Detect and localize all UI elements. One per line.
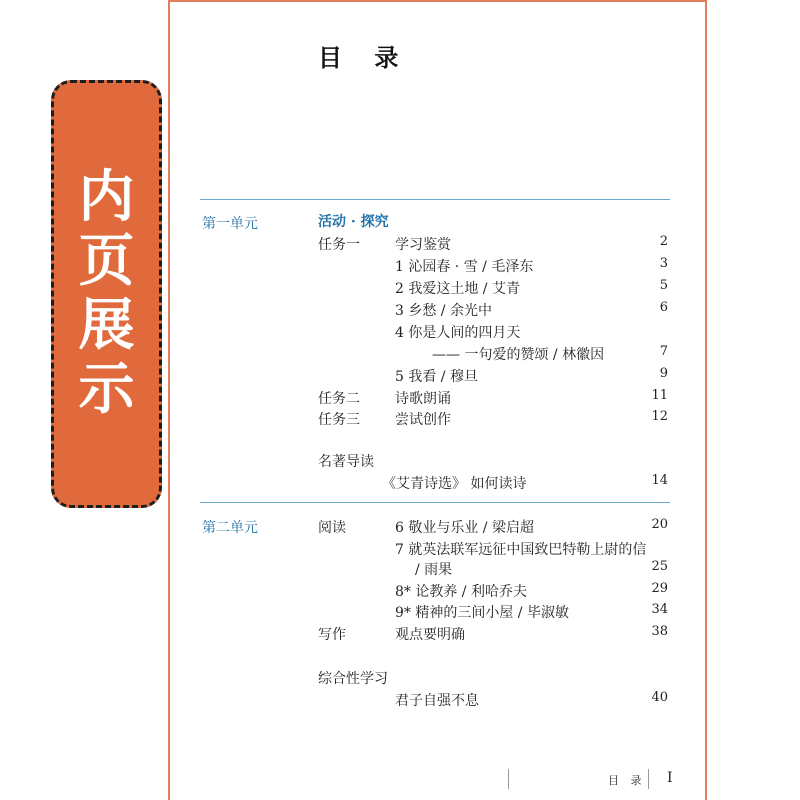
unit1-divider bbox=[200, 199, 670, 200]
task2-title: 诗歌朗诵 bbox=[395, 391, 451, 407]
badge-char: 示 bbox=[78, 357, 135, 422]
unit1-section: 活动 · 探究 bbox=[318, 214, 389, 230]
toc-item: 1 沁园春 · 雪 / 毛泽东 bbox=[395, 259, 534, 275]
badge-char: 页 bbox=[78, 229, 135, 294]
toc-item: 8* 论教养 / 利哈乔夫 bbox=[395, 584, 527, 600]
toc-item: 4 你是人间的四月天 bbox=[395, 325, 521, 341]
toc-item: 6 敬业与乐业 / 梁启超 bbox=[395, 520, 534, 536]
toc-page-num: 3 bbox=[659, 256, 668, 271]
toc-page-num: 5 bbox=[659, 278, 668, 293]
toc-page bbox=[168, 0, 707, 800]
toc-page-num: 34 bbox=[651, 602, 668, 617]
badge-char: 内 bbox=[78, 165, 135, 230]
task1-label: 任务一 bbox=[318, 237, 360, 253]
footer-divider bbox=[508, 769, 509, 789]
comprehensive-page: 40 bbox=[651, 690, 668, 705]
toc-item: 9* 精神的三间小屋 / 毕淑敏 bbox=[395, 605, 569, 621]
writing-title: 观点要明确 bbox=[395, 627, 465, 643]
toc-item: —— 一句爱的赞颂 / 林徽因 bbox=[432, 347, 605, 363]
toc-page-num: 20 bbox=[651, 517, 668, 532]
footer-label: 目 录 bbox=[608, 774, 646, 787]
page-title: 目 录 bbox=[318, 43, 411, 72]
task1-page: 2 bbox=[659, 234, 668, 249]
promo-badge bbox=[51, 80, 162, 508]
classics-title: 《艾青诗选》 如何读诗 bbox=[382, 476, 527, 492]
classics-page: 14 bbox=[651, 473, 668, 488]
toc-page-num: 25 bbox=[651, 559, 668, 574]
task3-title: 尝试创作 bbox=[395, 412, 451, 428]
classics-label: 名著导读 bbox=[318, 454, 374, 470]
toc-page-num: 9 bbox=[659, 366, 668, 381]
toc-item: 7 就英法联军远征中国致巴特勒上尉的信 bbox=[395, 542, 647, 558]
task2-page: 11 bbox=[651, 388, 668, 403]
unit2-label: 第二单元 bbox=[202, 520, 258, 536]
task2-label: 任务二 bbox=[318, 391, 360, 407]
comprehensive-label: 综合性学习 bbox=[318, 671, 388, 687]
footer-divider bbox=[648, 769, 649, 789]
task3-label: 任务三 bbox=[318, 412, 360, 428]
reading-label: 阅读 bbox=[318, 520, 346, 536]
unit1-label: 第一单元 bbox=[202, 216, 258, 232]
task3-page: 12 bbox=[651, 409, 668, 424]
toc-page-num: 29 bbox=[651, 581, 668, 596]
toc-item: / 雨果 bbox=[415, 562, 453, 578]
toc-page-num: 6 bbox=[659, 300, 668, 315]
footer-page-number: I bbox=[667, 770, 673, 786]
toc-page-num: 7 bbox=[659, 344, 668, 359]
comprehensive-title: 君子自强不息 bbox=[395, 693, 479, 709]
writing-label: 写作 bbox=[318, 627, 346, 643]
toc-item: 5 我看 / 穆旦 bbox=[395, 369, 478, 385]
task1-title: 学习鉴赏 bbox=[395, 237, 451, 253]
badge-char: 展 bbox=[78, 293, 135, 358]
toc-item: 2 我爱这土地 / 艾青 bbox=[395, 281, 520, 297]
unit2-divider bbox=[200, 502, 670, 503]
writing-page: 38 bbox=[651, 624, 668, 639]
toc-item: 3 乡愁 / 余光中 bbox=[395, 303, 492, 319]
